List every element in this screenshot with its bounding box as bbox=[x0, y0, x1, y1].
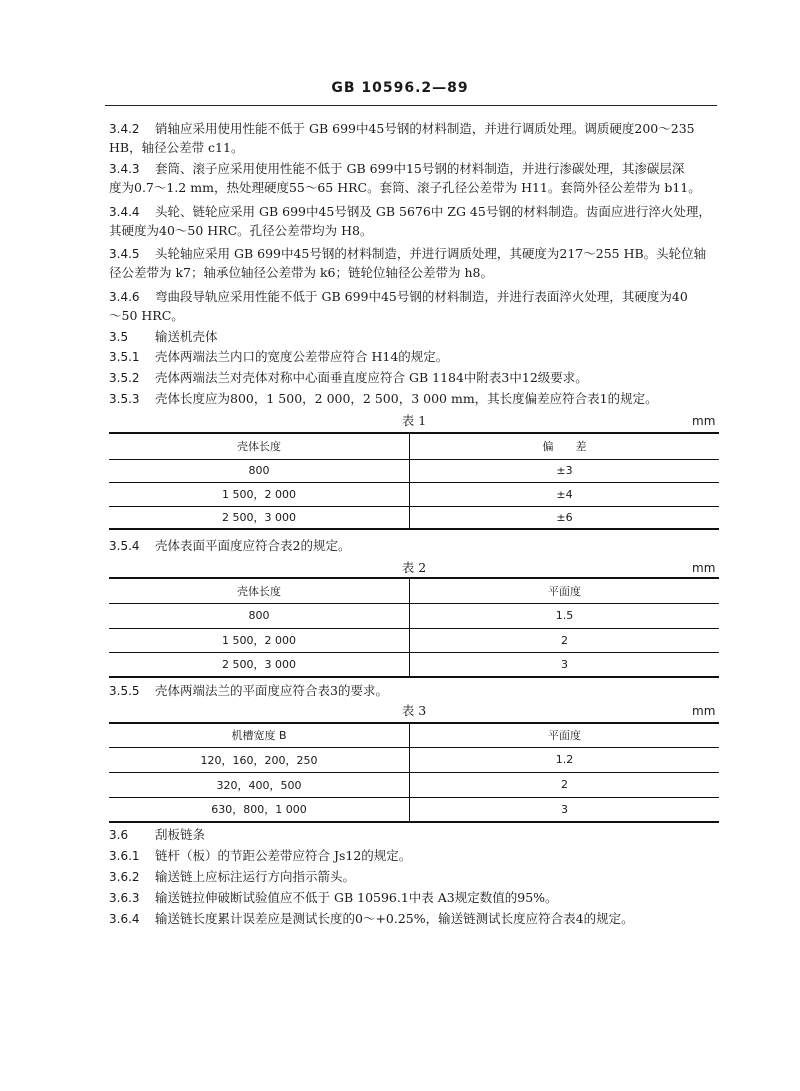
table-cell: 1 500，2 000 bbox=[109, 628, 410, 652]
section-title: 刮板链条 bbox=[155, 827, 206, 842]
clause-3-4-6 bbox=[109, 288, 729, 306]
clause-3-6-2 bbox=[109, 868, 729, 886]
table-header-cell: 平面度 bbox=[548, 729, 581, 743]
clause-3-5-4 bbox=[109, 537, 729, 555]
clause-number: 3.4.3 bbox=[109, 162, 140, 176]
clause-number: 3.4.4 bbox=[109, 205, 140, 219]
clause-text: 壳体两端法兰内口的宽度公差带应符合 H14的规定。 bbox=[155, 349, 449, 364]
table-header-row bbox=[109, 578, 719, 603]
clause-text: 壳体两端法兰的平面度应符合表3的要求。 bbox=[155, 683, 388, 698]
table-cell: 800 bbox=[109, 603, 410, 628]
table-cell: 320，400，500 bbox=[109, 772, 410, 797]
clause-number: 3.4.6 bbox=[109, 290, 140, 304]
table-row bbox=[109, 652, 719, 677]
clause-3-5-2 bbox=[109, 369, 729, 387]
section-3-6 bbox=[109, 826, 729, 844]
clause-text: 输送链上应标注运行方向指示箭头。 bbox=[155, 869, 356, 884]
table-header-row bbox=[109, 723, 719, 747]
table-cell: 1.5 bbox=[555, 609, 574, 622]
table-row bbox=[109, 603, 719, 628]
table-cell: 3 bbox=[561, 802, 568, 816]
clause-number: 3.6.3 bbox=[109, 891, 140, 905]
clause-3-5-5 bbox=[109, 682, 729, 700]
clause-3-4-6-cont: ～50 HRC。 bbox=[109, 308, 184, 323]
table-cell: 2 500，3 000 bbox=[109, 652, 410, 677]
clause-3-5-1 bbox=[109, 348, 729, 366]
table-header-row bbox=[109, 433, 719, 459]
clause-3-6-3 bbox=[109, 889, 729, 907]
clause-number: 3.5.3 bbox=[109, 392, 140, 406]
header-rule bbox=[105, 105, 717, 106]
section-title: 输送机壳体 bbox=[155, 329, 218, 344]
table-cell: ±4 bbox=[556, 487, 573, 501]
table1 bbox=[109, 432, 719, 530]
table-row bbox=[109, 628, 719, 652]
table-row bbox=[109, 482, 719, 506]
clause-text: 链杆（板）的节距公差带应符合 Js12的规定。 bbox=[155, 848, 412, 863]
table-row bbox=[109, 772, 719, 797]
clause-text: 壳体表面平面度应符合表2的规定。 bbox=[155, 538, 351, 553]
table-header-cell: 机槽宽度 B bbox=[109, 723, 410, 747]
table3 bbox=[109, 722, 719, 823]
clause-3-4-4-cont: 其硬度为40～50 HRC。孔径公差带均为 H8。 bbox=[109, 223, 373, 238]
clause-number: 3.6 bbox=[109, 828, 129, 842]
clause-3-4-5 bbox=[109, 245, 729, 263]
clause-text: 输送链拉伸破断试验值应不低于 GB 10596.1中表 A3规定数值的95%。 bbox=[155, 890, 558, 905]
table-row bbox=[109, 506, 719, 529]
table-header-cell: 偏 差 bbox=[542, 440, 587, 454]
table2-unit: mm bbox=[692, 561, 716, 575]
clause-text: 弯曲段导轨应采用性能不低于 GB 699中45号钢的材料制造，并进行表面淬火处理，其硬度为40 bbox=[155, 289, 688, 304]
table-cell: 2 bbox=[561, 778, 568, 791]
clause-text: 壳体两端法兰对壳体对称中心面垂直度应符合 GB 1184中附表3中12级要求。 bbox=[155, 370, 588, 385]
section-3-5 bbox=[109, 328, 729, 346]
clause-number: 3.4.5 bbox=[109, 247, 140, 261]
clause-number: 3.5.4 bbox=[109, 539, 140, 553]
table-header-cell: 壳体长度 bbox=[109, 578, 410, 603]
table-cell: 800 bbox=[109, 459, 410, 482]
table-row bbox=[109, 459, 719, 482]
clause-text: 壳体长度应为800，1 500，2 000，2 500，3 000 mm，其长度偏差应符合表1的规定。 bbox=[155, 391, 658, 406]
clause-text: 输送链长度累计误差应是测试长度的0～+0.25%，输送链测试长度应符合表4的规定。 bbox=[155, 911, 634, 926]
clause-text: 头轮、链轮应采用 GB 699中45号钢及 GB 5676中 ZG 45号钢的材料制造。齿面应进行淬火处理， bbox=[155, 204, 711, 219]
page-header: GB 10596.2—89 bbox=[331, 80, 469, 96]
table2-caption: 表 2 bbox=[401, 560, 427, 575]
table-cell: 3 bbox=[561, 657, 568, 671]
table3-caption: 表 3 bbox=[401, 703, 427, 718]
table-row bbox=[109, 797, 719, 822]
table1-unit: mm bbox=[692, 414, 716, 428]
table-header-cell: 壳体长度 bbox=[109, 433, 410, 459]
clause-text: 销轴应采用使用性能不低于 GB 699中45号钢的材料制造，并进行调质处理。调质硬度200～235 bbox=[155, 121, 695, 136]
table1-caption: 表 1 bbox=[401, 413, 427, 428]
clause-3-4-3 bbox=[109, 160, 729, 178]
table-cell: 2 500，3 000 bbox=[109, 506, 410, 529]
clause-text: 头轮轴应采用 GB 699中45号钢的材料制造，并进行调质处理，其硬度为217～255 HB。头轮位轴 bbox=[155, 246, 707, 261]
table-cell: ±3 bbox=[556, 464, 573, 477]
clause-number: 3.5.2 bbox=[109, 371, 140, 385]
clause-3-4-2 bbox=[109, 120, 729, 138]
table-row bbox=[109, 747, 719, 772]
table2 bbox=[109, 577, 719, 678]
clause-3-6-4 bbox=[109, 910, 729, 928]
table-cell: 120，160，200，250 bbox=[109, 747, 410, 772]
table-cell: 1 500，2 000 bbox=[109, 482, 410, 506]
table-cell: 2 bbox=[561, 633, 568, 647]
clause-number: 3.5.5 bbox=[109, 684, 140, 698]
table-cell: 1.2 bbox=[555, 753, 574, 766]
clause-number: 3.5 bbox=[109, 330, 129, 344]
table3-unit: mm bbox=[692, 704, 716, 718]
clause-3-5-3 bbox=[109, 390, 729, 408]
clause-number: 3.5.1 bbox=[109, 350, 140, 364]
clause-3-6-1 bbox=[109, 847, 729, 865]
clause-3-4-5-cont: 径公差带为 k7；轴承位轴径公差带为 k6；链轮位轴径公差带为 h8。 bbox=[109, 265, 493, 280]
clause-number: 3.4.2 bbox=[109, 122, 140, 136]
clause-3-4-2-cont: HB，轴径公差带 c11。 bbox=[109, 140, 244, 155]
clause-number: 3.6.4 bbox=[109, 912, 140, 926]
clause-text: 套筒、滚子应采用使用性能不低于 GB 699中15号钢的材料制造，并进行渗碳处理，其渗碳层深 bbox=[155, 161, 685, 176]
clause-3-4-4 bbox=[109, 203, 729, 221]
table-header-cell: 平面度 bbox=[548, 584, 581, 598]
clause-number: 3.6.2 bbox=[109, 870, 140, 884]
clause-number: 3.6.1 bbox=[109, 849, 140, 863]
clause-3-4-3-cont: 度为0.7～1.2 mm，热处理硬度55～65 HRC。套筒、滚子孔径公差带为 H11。套筒外径公差带为 b11。 bbox=[109, 180, 701, 195]
table-cell: 630，800，1 000 bbox=[109, 797, 410, 822]
table-cell: ±6 bbox=[556, 510, 573, 524]
